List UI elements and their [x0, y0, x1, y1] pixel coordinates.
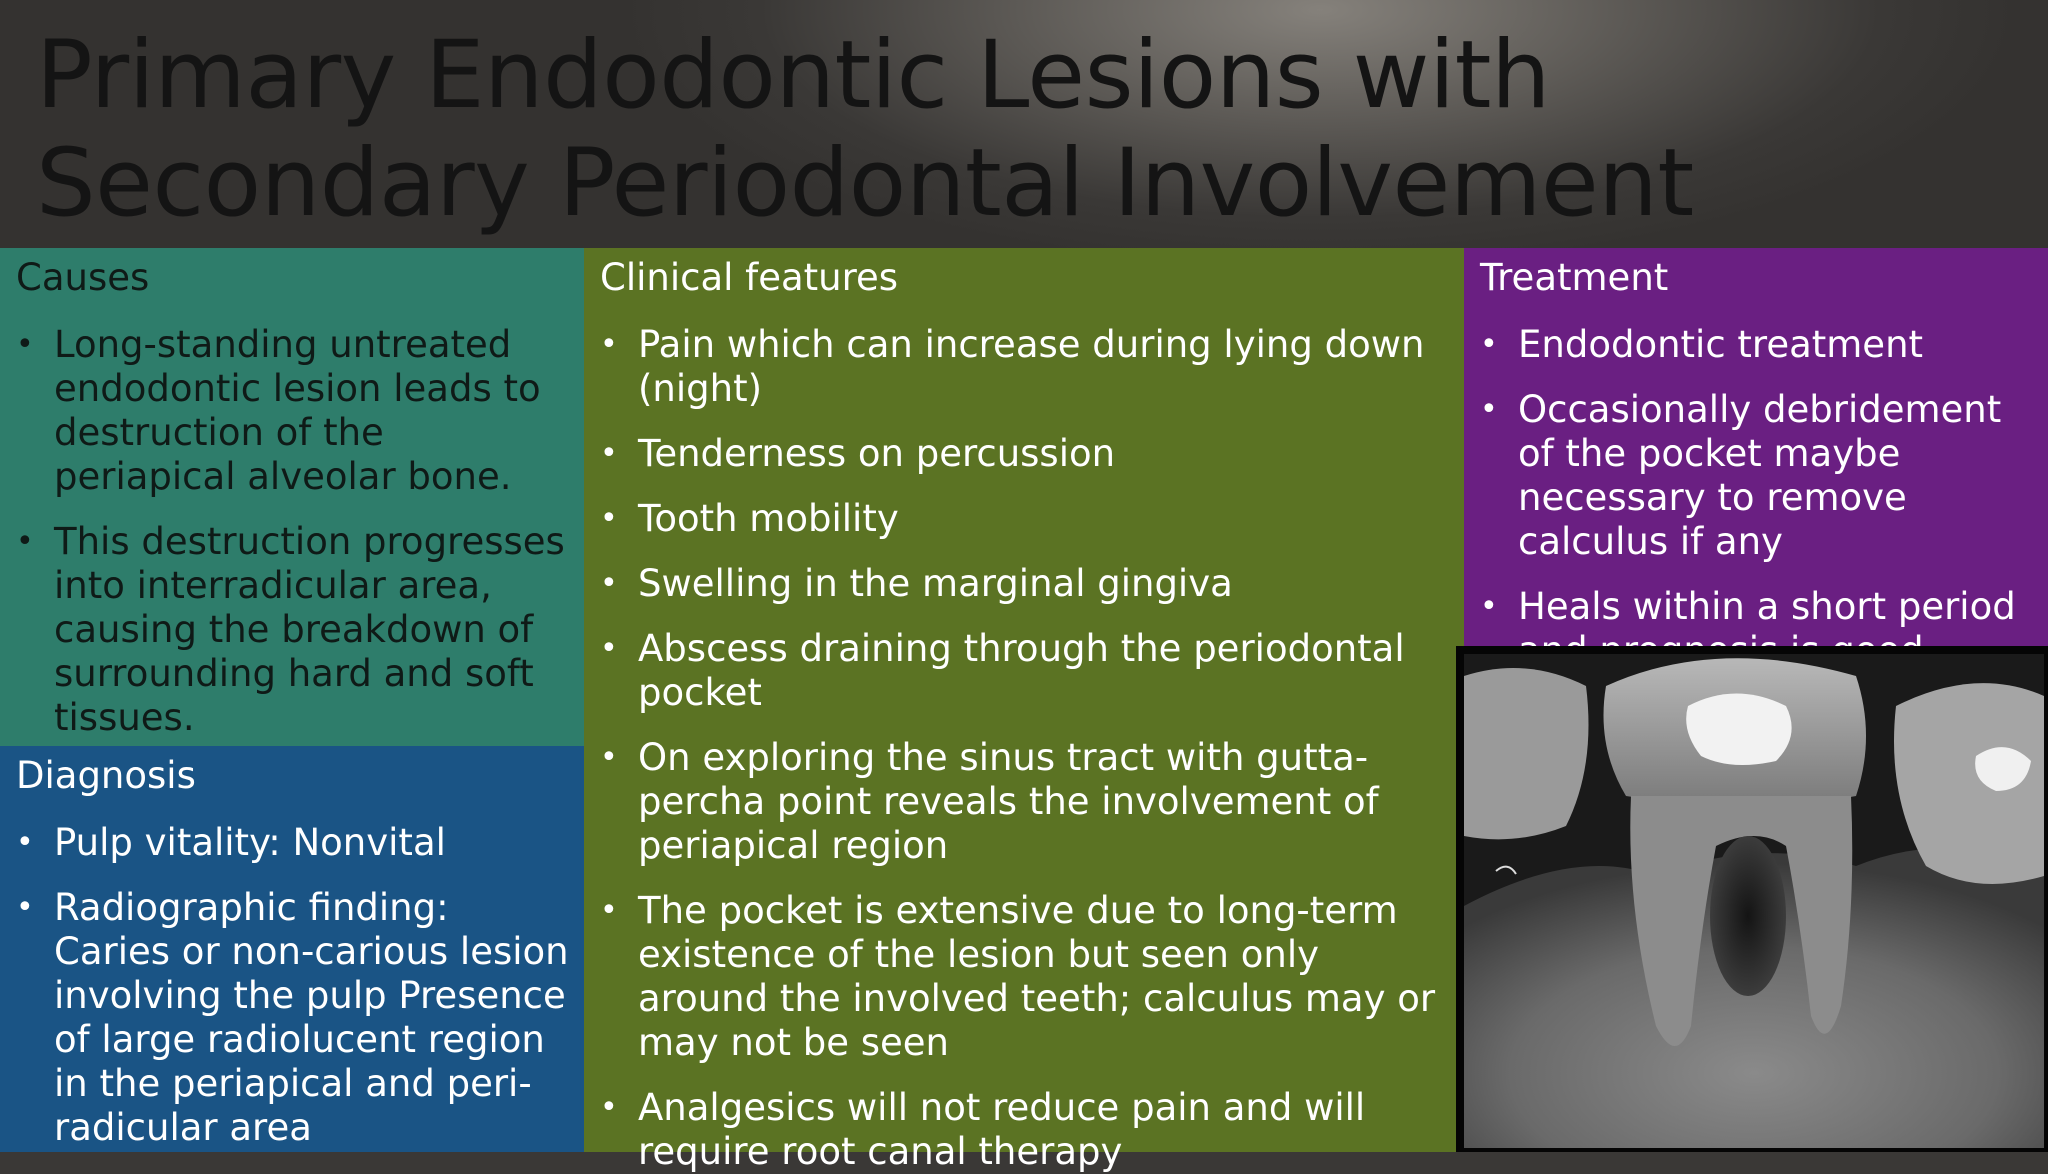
treatment-heading: Treatment [1480, 256, 1669, 299]
clinical-features-list [584, 323, 1464, 1174]
causes-item-text: Long-standing untreated endodontic lesion leads to destruction of the periapical alveolar bone. [54, 323, 541, 498]
clinical-features-panel [584, 248, 1464, 1173]
causes-list [0, 323, 584, 740]
bullet-icon: • [1480, 327, 1498, 362]
clinical-features-heading: Clinical features [600, 256, 899, 299]
clinical-item-text: Analgesics will not reduce pain and will require root canal therapy [638, 1086, 1366, 1173]
bullet-icon: • [600, 631, 618, 666]
bullet-icon: • [16, 825, 34, 860]
bullet-icon: • [600, 1090, 618, 1125]
slide-title-line-1: Primary Endodontic Lesions with [36, 21, 1551, 130]
clinical-item-text: Abscess draining through the periodontal pocket [638, 627, 1405, 714]
bullet-icon: • [1480, 589, 1498, 624]
diagnosis-item-text: Pulp vitality: Nonvital [54, 821, 446, 864]
clinical-item-text: Pain which can increase during lying down (night) [638, 323, 1425, 410]
clinical-item-text: Tenderness on percussion [638, 432, 1116, 475]
list-item [1480, 388, 2036, 564]
list-item [16, 520, 572, 740]
causes-item-text: This destruction progresses into interradicular area, causing the breakdown of surrounding hard and soft tissues. [54, 520, 565, 739]
slide-title-line-2: Secondary Periodontal Involvement [36, 129, 1694, 238]
clinical-item-text: On exploring the sinus tract with gutta-percha point reveals the involvement of periapical region [638, 736, 1379, 867]
title-bar [0, 0, 2048, 248]
list-item [600, 497, 1458, 541]
list-item [16, 886, 572, 1150]
bullet-icon: • [16, 524, 34, 559]
clinical-item-text: Tooth mobility [638, 497, 899, 540]
bullet-icon: • [16, 327, 34, 362]
diagnosis-list [0, 821, 584, 1150]
bullet-icon: • [600, 740, 618, 775]
bullet-icon: • [16, 890, 34, 925]
list-item [16, 323, 572, 499]
treatment-item-text: Occasionally debridement of the pocket maybe necessary to remove calculus if any [1518, 388, 2002, 563]
list-item [600, 1086, 1458, 1174]
bullet-icon: • [600, 501, 618, 536]
radiolucent-lesion [1710, 836, 1786, 996]
bullet-icon: • [600, 436, 618, 471]
causes-panel [0, 248, 584, 746]
left-tooth [1464, 668, 1589, 839]
treatment-item-text: Heals within a short period [1518, 585, 2016, 628]
list-item [600, 736, 1458, 868]
treatment-panel [1464, 248, 2048, 646]
list-item [600, 627, 1458, 715]
diagnosis-item-text: Radiographic finding: Caries or non-carious lesion involving the pulp Presence of large radiolucent region in the periapical and peri-radicular area [54, 886, 569, 1149]
treatment-list [1464, 323, 2048, 673]
list-item [600, 323, 1458, 411]
list-item [600, 432, 1458, 476]
treatment-item-text: Endodontic treatment [1518, 323, 1924, 366]
bullet-icon: • [1480, 392, 1498, 427]
list-item [1480, 323, 2036, 367]
dental-radiograph-image [1456, 646, 2048, 1152]
slide-title [36, 22, 1936, 238]
restoration [1686, 694, 1791, 766]
diagnosis-panel [0, 746, 584, 1152]
causes-heading: Causes [16, 256, 150, 299]
clinical-item-text: The pocket is extensive due to long-term existence of the lesion but seen only around the involved teeth; calculus may or may not be seen [638, 889, 1436, 1064]
list-item [16, 821, 572, 865]
bullet-icon: • [600, 893, 618, 928]
diagnosis-heading: Diagnosis [16, 754, 196, 797]
clinical-item-text: Swelling in the marginal gingiva [638, 562, 1233, 605]
bullet-icon: • [600, 566, 618, 601]
list-item [600, 562, 1458, 606]
bullet-icon: • [600, 327, 618, 362]
radiograph-drawing [1456, 646, 2048, 1152]
list-item [600, 889, 1458, 1065]
